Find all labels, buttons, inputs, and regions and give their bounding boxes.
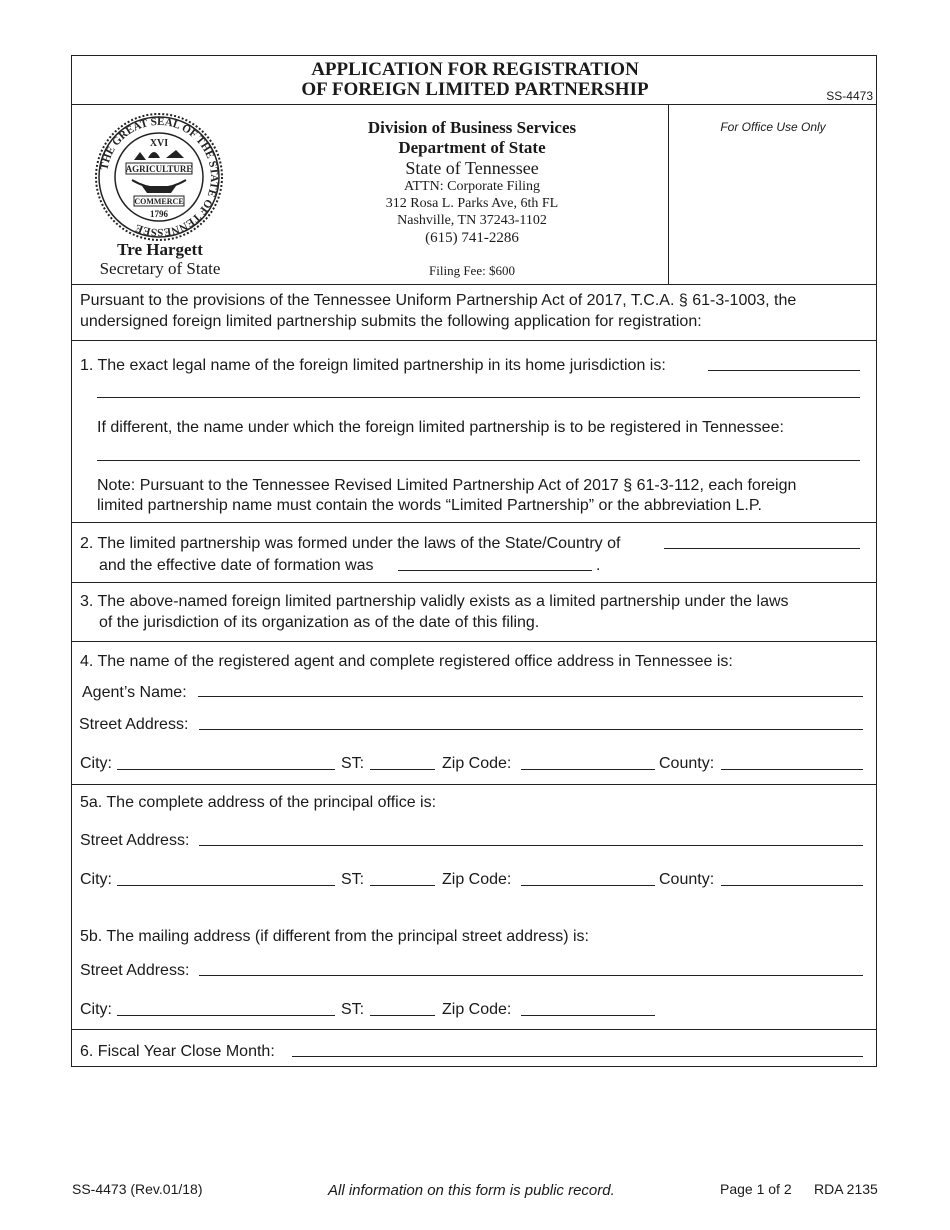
agent-st-label: ST: xyxy=(341,755,365,772)
street-line: 312 Rosa L. Parks Ave, 6th FL xyxy=(385,196,559,211)
header-divider xyxy=(72,104,876,105)
filing-fee: Filing Fee: $600 xyxy=(429,263,515,278)
legal-name-input-line2[interactable] xyxy=(97,397,860,398)
application-form xyxy=(71,55,877,1067)
form-code: SS-4473 xyxy=(826,89,873,103)
q2-line2: and the effective date of formation was xyxy=(99,557,374,574)
agent-zip-input[interactable] xyxy=(521,769,655,770)
mailing-city-input[interactable] xyxy=(117,1015,335,1016)
principal-st-input[interactable] xyxy=(370,885,435,886)
principal-street-label: Street Address: xyxy=(80,832,190,849)
agent-name-input[interactable] xyxy=(198,696,863,697)
q1-note-line2: limited partnership name must contain the words “Limited Partnership” or the abbreviation L.P. xyxy=(97,497,762,514)
office-use-divider xyxy=(668,104,669,284)
intro-line1: Pursuant to the provisions of the Tennessee Uniform Partnership Act of 2017, T.C.A. § 61-3-1003, the xyxy=(80,292,797,309)
principal-zip-input[interactable] xyxy=(521,885,655,886)
secretary-title: Secretary of State xyxy=(99,259,221,278)
legal-name-input[interactable] xyxy=(708,370,860,371)
footer-notice: All information on this form is public record. xyxy=(328,1182,615,1199)
division-name: Division of Business Services xyxy=(367,118,577,137)
mailing-st-label: ST: xyxy=(341,1001,365,1018)
principal-city-input[interactable] xyxy=(117,885,335,886)
agent-st-input[interactable] xyxy=(370,769,435,770)
mailing-city-label: City: xyxy=(80,1001,112,1018)
secretary-name: Tre Hargett xyxy=(117,240,203,259)
q5b-label: 5b. The mailing address (if different from the principal street address) is: xyxy=(80,928,589,945)
q3-line1: 3. The above-named foreign limited partnership validly exists as a limited partnership under the laws xyxy=(80,593,789,610)
form-title-line1: APPLICATION FOR REGISTRATION xyxy=(311,59,639,80)
intro-divider xyxy=(72,340,876,341)
section1-divider xyxy=(72,522,876,523)
q1-alt-label: If different, the name under which the foreign limited partnership is to be registered in Tennessee: xyxy=(97,419,784,436)
principal-city-label: City: xyxy=(80,871,112,888)
form-title xyxy=(222,60,728,100)
department-name: Department of State xyxy=(398,138,546,157)
footer-revision: SS-4473 (Rev.01/18) xyxy=(72,1181,203,1197)
q1-note-line1: Note: Pursuant to the Tennessee Revised Limited Partnership Act of 2017 § 61-3-112, each foreign xyxy=(97,477,797,494)
formation-date-input[interactable] xyxy=(398,570,592,571)
section2-divider xyxy=(72,582,876,583)
office-use-label: For Office Use Only xyxy=(720,120,826,134)
form-title-line2: OF FOREIGN LIMITED PARTNERSHIP xyxy=(301,79,649,100)
q4-label: 4. The name of the registered agent and complete registered office address in Tennessee is: xyxy=(80,653,733,670)
phone-line: (615) 741-2286 xyxy=(425,230,519,246)
attn-line: ATTN: Corporate Filing xyxy=(403,179,541,194)
principal-county-label: County: xyxy=(659,871,715,888)
fiscal-year-input[interactable] xyxy=(292,1056,863,1057)
formation-state-input[interactable] xyxy=(664,548,860,549)
mailing-st-input[interactable] xyxy=(370,1015,435,1016)
intro-line2: undersigned foreign limited partnership submits the following application for registration: xyxy=(80,313,702,330)
agency-divider xyxy=(72,284,876,285)
principal-st-label: ST: xyxy=(341,871,365,888)
principal-zip-label: Zip Code: xyxy=(442,871,512,888)
principal-street-input[interactable] xyxy=(199,845,863,846)
agent-county-input[interactable] xyxy=(721,769,863,770)
section4-divider xyxy=(72,784,876,785)
q5a-label: 5a. The complete address of the principal office is: xyxy=(80,794,437,811)
agent-zip-label: Zip Code: xyxy=(442,755,512,772)
principal-county-input[interactable] xyxy=(721,885,863,886)
city-line: Nashville, TN 37243-1102 xyxy=(397,213,547,228)
q3-line2: of the jurisdiction of its organization as of the date of this filing. xyxy=(99,614,540,631)
seal-numeral: XVI xyxy=(149,138,169,149)
agent-street-label: Street Address: xyxy=(79,716,189,733)
mailing-zip-label: Zip Code: xyxy=(442,1001,512,1018)
agent-street-input[interactable] xyxy=(199,729,863,730)
agent-name-label: Agent’s Name: xyxy=(82,684,187,701)
agent-city-label: City: xyxy=(80,755,112,772)
seal-band-agriculture: AGRICULTURE xyxy=(125,164,193,174)
q2-period: . xyxy=(596,557,601,574)
tennessee-name-input[interactable] xyxy=(97,460,860,461)
state-seal-icon xyxy=(94,112,224,242)
section5-divider xyxy=(72,1029,876,1030)
seal-band-commerce: COMMERCE xyxy=(134,197,184,206)
mailing-street-label: Street Address: xyxy=(80,962,190,979)
q1-label: 1. The exact legal name of the foreign limited partnership in its home jurisdiction is: xyxy=(80,357,666,374)
seal-ring-text: THE GREAT SEAL OF THE STATE OF TENNESSEE xyxy=(98,115,221,239)
agent-city-input[interactable] xyxy=(117,769,335,770)
footer-page: Page 1 of 2 xyxy=(720,1181,792,1197)
fiscal-year-label: 6. Fiscal Year Close Month: xyxy=(80,1043,275,1060)
footer-rda: RDA 2135 xyxy=(814,1181,878,1197)
state-name: State of Tennessee xyxy=(405,158,539,178)
q2-line1: 2. The limited partnership was formed under the laws of the State/Country of xyxy=(80,535,621,552)
seal-year: 1796 xyxy=(150,209,168,219)
agent-county-label: County: xyxy=(659,755,715,772)
mailing-zip-input[interactable] xyxy=(521,1015,655,1016)
mailing-street-input[interactable] xyxy=(199,975,863,976)
section3-divider xyxy=(72,641,876,642)
